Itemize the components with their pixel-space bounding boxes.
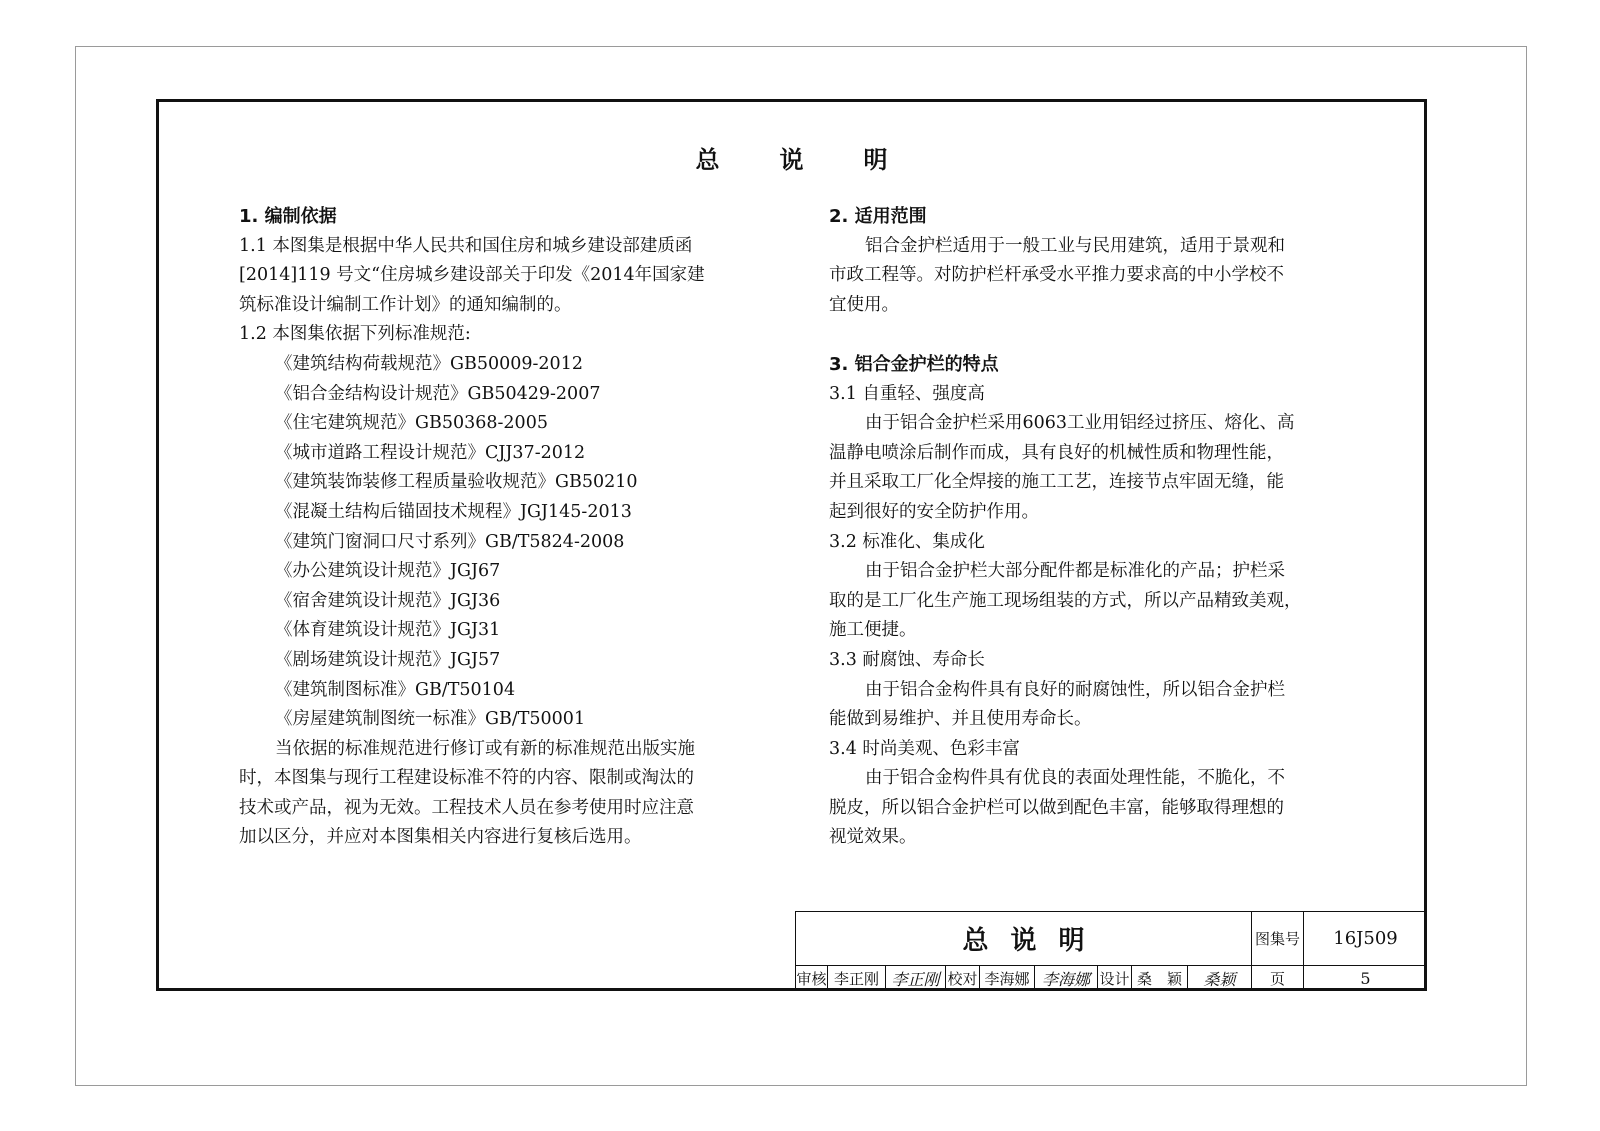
page-title: 总 说 明	[695, 146, 906, 174]
checker-signature: 李海娜	[1034, 965, 1097, 991]
standard-item: 《体育建筑设计规范》JGJ31	[275, 620, 501, 641]
page-number: 5	[1303, 965, 1427, 991]
reviewer-name: 李正刚	[827, 965, 885, 991]
standard-item: 《建筑门窗洞口尺寸系列》GB/T5824-2008	[275, 531, 625, 552]
note-line2: 时，本图集与现行工程建设标准不符的内容、限制或淘汰的	[239, 768, 694, 789]
section-3-4-line3: 视觉效果。	[829, 827, 917, 848]
para-1-2: 1.2 本图集依据下列标准规范:	[239, 324, 471, 345]
standard-item: 《铝合金结构设计规范》GB50429-2007	[275, 383, 601, 404]
section-3-1-line4: 起到很好的安全防护作用。	[829, 501, 1039, 522]
section-3-4-line2: 脱皮，所以铝合金护栏可以做到配色丰富，能够取得理想的	[829, 797, 1284, 818]
standard-item: 《剧场建筑设计规范》JGJ57	[275, 649, 501, 670]
standard-item: 《城市道路工程设计规范》CJJ37-2012	[275, 442, 586, 463]
left-column	[239, 202, 759, 853]
reviewer-signature: 李正刚	[885, 965, 945, 991]
standard-item: 《混凝土结构后锚固技术规程》JGJ145-2013	[275, 501, 632, 522]
standard-item: 《办公建筑设计规范》JGJ67	[275, 561, 501, 582]
section-1-heading: 1. 编制依据	[239, 206, 337, 227]
title-block	[795, 911, 1427, 991]
checker-name: 李海娜	[979, 965, 1034, 991]
para-1-1-line1: 1.1 本图集是根据中华人民共和国住房和城乡建设部建质函	[239, 235, 693, 256]
section-3-3-heading: 3.3 耐腐蚀、寿命长	[829, 649, 985, 670]
section-3-1-line3: 并且采取工厂化全焊接的施工工艺，连接节点牢固无缝，能	[829, 472, 1284, 493]
note-line1: 当依据的标准规范进行修订或有新的标准规范出版实施	[275, 738, 695, 759]
section-3-1-line1: 由于铝合金护栏采用6063工业用铝经过挤压、熔化、高	[865, 413, 1295, 434]
section-3-4-heading: 3.4 时尚美观、色彩丰富	[829, 738, 1020, 759]
section-3-2-line3: 施工便捷。	[829, 620, 917, 641]
standard-item: 《建筑制图标准》GB/T50104	[275, 679, 516, 700]
check-label: 校对	[945, 965, 979, 991]
section-3-1-heading: 3.1 自重轻、强度高	[829, 383, 985, 404]
note-line3: 技术或产品，视为无效。工程技术人员在参考使用时应注意	[239, 797, 694, 818]
design-label: 设计	[1097, 965, 1131, 991]
section-3-1-line2: 温静电喷涂后制作而成，具有良好的机械性质和物理性能，	[829, 442, 1284, 463]
section-2-line1: 铝合金护栏适用于一般工业与民用建筑，适用于景观和	[865, 235, 1285, 256]
section-3-3-line1: 由于铝合金构件具有良好的耐腐蚀性，所以铝合金护栏	[865, 679, 1285, 700]
section-3-2-line2: 取的是工厂化生产施工现场组装的方式，所以产品精致美观，	[829, 590, 1302, 611]
standard-item: 《宿舍建筑设计规范》JGJ36	[275, 590, 501, 611]
note-line4: 加以区分，并应对本图集相关内容进行复核后选用。	[239, 827, 642, 848]
section-2-line3: 宜使用。	[829, 294, 899, 315]
right-column	[829, 202, 1359, 853]
standard-item: 《住宅建筑规范》GB50368-2005	[275, 413, 548, 434]
review-label: 审核	[795, 965, 827, 991]
section-3-2-heading: 3.2 标准化、集成化	[829, 531, 985, 552]
titleblock-name: 总说明	[795, 911, 1251, 965]
designer-signature: 桑颖	[1187, 965, 1251, 991]
standard-item: 《建筑装饰装修工程质量验收规范》GB50210	[275, 472, 638, 493]
standard-item: 《建筑结构荷载规范》GB50009-2012	[275, 353, 583, 374]
section-3-heading: 3. 铝合金护栏的特点	[829, 353, 999, 375]
section-2-line2: 市政工程等。对防护栏杆承受水平推力要求高的中小学校不	[829, 265, 1284, 286]
page-label: 页	[1251, 965, 1303, 991]
drawing-frame	[156, 99, 1427, 991]
designer-name: 桑 颖	[1131, 965, 1187, 991]
para-1-1-line3: 筑标准设计编制工作计划》的通知编制的。	[239, 294, 572, 315]
section-3-2-line1: 由于铝合金护栏大部分配件都是标准化的产品；护栏采	[865, 561, 1285, 582]
para-1-1-line2: [2014]119 号文“住房城乡建设部关于印发《2014年国家建	[239, 265, 705, 286]
standard-item: 《房屋建筑制图统一标准》GB/T50001	[275, 709, 586, 730]
section-2-heading: 2. 适用范围	[829, 206, 927, 227]
section-3-3-line2: 能做到易维护、并且使用寿命长。	[829, 709, 1092, 730]
spacer	[829, 320, 1359, 350]
atlas-no: 16J509	[1303, 911, 1427, 965]
atlas-no-label: 图集号	[1251, 911, 1303, 965]
section-3-4-line1: 由于铝合金构件具有优良的表面处理性能，不脆化，不	[865, 768, 1285, 789]
